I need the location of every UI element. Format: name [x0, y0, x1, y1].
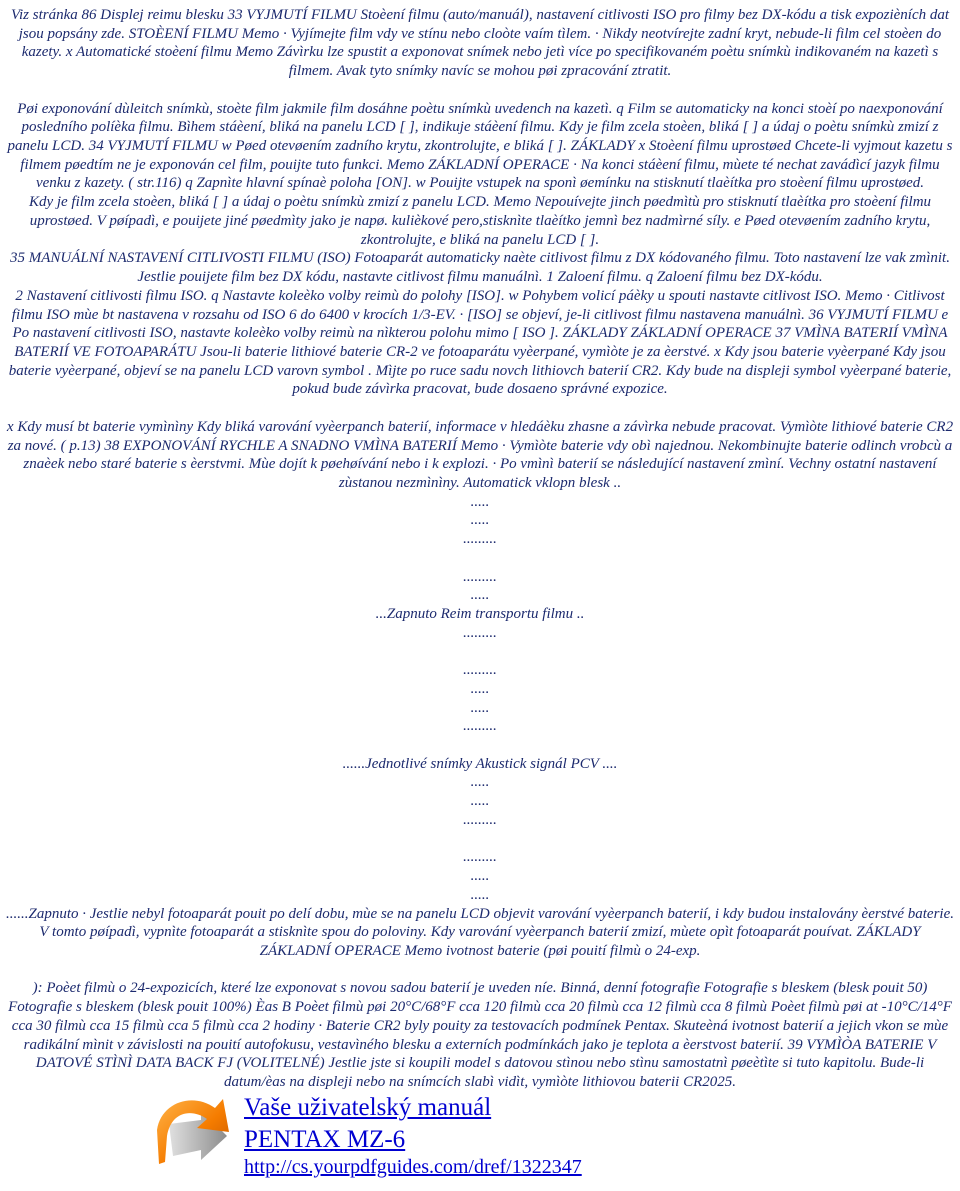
blank-line: [0, 961, 960, 980]
text-block: [0, 568, 960, 643]
blank-line: [0, 549, 960, 568]
text-block: [0, 755, 960, 830]
text-line: Fotografie s bleskem (blesk pouit 100%) Èas B Poèet filmù pøi 20°C/68°F cca 120 filmù cca 20 filmù cca 12 filmù cca 8 filmù Poèet filmù pøi at -10°C/14°F: [8, 999, 952, 1016]
text-line: ......Jednotlivé snímky Akustick signál PCV ....: [342, 755, 618, 772]
text-block: [0, 418, 960, 549]
text-line: zùstanou nezmìnìny. Automatick vklopn blesk ..: [338, 474, 622, 491]
text-line: filmem pøedtím ne je exponován cel film, pouijte tuto funkci. Memo ZÁKLADNÍ OPERACE · Na konci stáèení filmu, mùete té nechat zavádìcí jazyk filmu: [20, 156, 940, 173]
text-line: .........: [463, 624, 497, 641]
text-line: posledního políèka filmu. Bìhem stáèení, bliká na panelu LCD [ ], indikuje stáèení filmu. Kdy je film zcela stoèen, bliká [ ] a údaj o poètu snímkù zmizí z: [21, 119, 939, 136]
text-line: 2 Nastavení citlivosti filmu ISO. q Nastavte koleèko volby reimù do polohy [ISO]. w Pohybem volicí páèky u spouti nastavte citlivost ISO. Memo · Citlivost: [15, 287, 945, 304]
text-line: radikální mìnit v závislosti na pouití autofokusu, vestavìného blesku a externích podmínkách jako je teplota a èerstvost baterií. 39 VYMÌÒA BATERIE V: [23, 1036, 937, 1053]
text-line: baterie vyèerpané, objeví se na panelu LCD varovn symbol . Mìjte po ruce sadu novch lithiovch baterií CR2. Kdy bude na displeji symbol vyèerpané baterie,: [8, 362, 952, 379]
blank-line: [0, 642, 960, 661]
text-line: Jestlie pouijete film bez DX kódu, nastavte citlivost filmu manuálnì. 1 Zaloení filmu. q Zaloení filmu bez DX-kódu.: [137, 269, 823, 286]
text-line: ): Poèet filmù o 24-expozicích, které lze exponovat s novou sadou baterií je uveden níe. Binná, denní fotografie Fotografie s bleskem (blesk pouit 50): [32, 980, 928, 997]
text-line: .....: [470, 868, 490, 885]
text-line: Pøi exponování dùleitch snímkù, stoète film jakmile film dosáhne poètu snímkù uvedench na kazetì. q Film se automaticky na konci stoèí po naexponování: [17, 100, 943, 117]
text-line: 35 MANUÁLNÍ NASTAVENÍ CITLIVOSTI FILMU (ISO) Fotoaparát automaticky naète citlivost filmu z DX kódovaného filmu. Toto nastavení lze vak zmìnit.: [10, 250, 950, 267]
text-line: ...Zapnuto Reim transportu filmu ..: [375, 606, 585, 622]
text-line: .....: [470, 680, 490, 697]
text-line: Kdy je film zcela stoèen, bliká [ ] a údaj o poètu snímkù zmizí z panelu LCD. Memo Nepouívejte jinch pøedmìtù pro stisknutí tlaèítka pro stoèení filmu: [28, 194, 932, 211]
text-line: zkontrolujte, e bliká na panelu LCD [ ].: [360, 231, 600, 248]
text-line: datum/èas na displeji nebo na snímcích slabì vidìt, vymìòte lithiovou baterii CR2025.: [223, 1073, 737, 1090]
user-manual-link[interactable]: Vaše uživatelský manuál: [244, 1094, 492, 1121]
text-block: [0, 979, 960, 1091]
text-line: .........: [463, 811, 497, 828]
text-line: za nové. ( p.13) 38 EXPONOVÁNÍ RYCHLE A SNADNO VMÌNA BATERIÍ Memo · Vymìòte baterie vdy obì najednou. Nekombinujte baterie odlinch vrobcù a: [7, 437, 953, 454]
text-line: .........: [463, 718, 497, 735]
text-line: panelu LCD. 34 VYJMUTÍ FILMU w Pøed otevøením zadního krytu, zkontrolujte, e bliká [ ]. ZÁKLADY x Stoèení filmu uprostøed Chcete-li vyjmout kazetu s: [7, 138, 953, 155]
orange-arrow-logo-icon: [155, 1090, 237, 1168]
blank-line: [0, 736, 960, 755]
text-line: ......Zapnuto · Jestlie nebyl fotoaparát pouit po delí dobu, mùe se na panelu LCD objevit varování vyèerpanch baterií, i kdy budou instalovány èerstvé baterie.: [5, 905, 955, 922]
text-line: DATOVÉ STÌNÌ DATA BACK FJ (VOLITELNÉ) Jestlie jste si koupili model s datovou stìnou nebo stìnu samostatnì pøeètìte si tuto kapitolu. Bude-li: [35, 1055, 925, 1072]
text-line: .........: [463, 568, 497, 585]
text-line: venku z kazety. ( str.116) q Zapnìte hlavní spínaè poloha [ON]. w Pouijte vstupek na sponì øemínku na stisknutí tlaèítka pro stoèení filmu uprostøed.: [35, 175, 925, 192]
text-block: [0, 6, 960, 81]
text-line: filmu ISO mùe bt nastavena v rozsahu od ISO 6 do 6400 v krocích 1/3-EV. · [ISO] se objeví, je-li citlivost filmu nastavena manuálnì. 36 VYJMUTÍ FILMU e: [11, 306, 949, 323]
product-link[interactable]: PENTAX MZ-6: [244, 1126, 406, 1153]
text-line: ZÁKLADNÍ OPERACE Memo ivotnost baterie (pøi pouití filmù o 24-exp.: [259, 942, 701, 959]
text-block: [0, 661, 960, 736]
text-line: .....: [470, 774, 490, 791]
text-line: Viz stránka 86 Displej reimu blesku 33 VYJMUTÍ FILMU Stoèení filmu (auto/manuál), nastavení citlivosti ISO pro filmy bez DX-kódu a tisk expozièních dat: [10, 7, 950, 23]
text-line: BATERIÍ VE FOTOAPARÁTU Jsou-li baterie lithiové baterie CR-2 ve fotoaparátu vyèerpané, vymìòte je za èerstvé. x Kdy jsou baterie vyèerpané Kdy jsou: [14, 343, 946, 360]
text-line: cca 30 filmù cca 15 filmù cca 5 filmù cca 2 hodiny · Baterie CR2 byly pouity za testovacích podmínek Pentax. Skuteèná ivotnost baterií a jejich vkon se mùe: [11, 1017, 949, 1034]
text-line: .....: [470, 493, 490, 510]
document-body: [0, 6, 960, 1092]
text-line: .....: [470, 793, 490, 810]
blank-line: [0, 81, 960, 100]
blank-line: [0, 830, 960, 849]
logo-graphic: [155, 1090, 237, 1168]
blank-line: [0, 399, 960, 418]
text-line: jsou popsány zde. STOÈENÍ FILMU Memo · Vyjímejte film vdy ve stínu nebo cloòte vaím tìlem. · Nikdy neotvírejte zadní kryt, nebude-li film cel stoèen do: [18, 25, 942, 42]
text-line: .........: [463, 662, 497, 679]
text-line: .....: [470, 512, 490, 529]
text-line: kazety. x Automatické stoèení filmu Memo Závìrku lze spustit a exponovat snímek nebo jetì více po specifikovaném poètu snímkù indikovaném na kazetì s: [21, 44, 939, 61]
text-line: pokud bude závìrka pracovat, bude dosaeno správné expozice.: [292, 381, 668, 398]
text-line: x Kdy musí bt baterie vymìnìny Kdy bliká varování vyèerpanch baterií, informace v hledáèku zhasne a závìrka nebude pracovat. Vymìòte lithiové baterie CR2: [6, 418, 954, 435]
text-line: filmem. Avak tyto snímky navíc se mohou pøi zpracování ztratit.: [288, 63, 672, 80]
text-line: .....: [470, 699, 490, 716]
text-line: znaèek nebo staré baterie s èerstvmi. Mùe dojít k pøehøívání nebo i k explozi. · Po vmìnì baterií se následující nastavení zmìní. Vechny ostatní nastavení: [23, 456, 937, 473]
text-line: .........: [463, 849, 497, 866]
source-url-link[interactable]: http://cs.yourpdfguides.com/dref/1322347: [244, 1156, 582, 1178]
text-line: uprostøed. V pøípadì, e pouijete jiné pøedmìty jako je napø. kulièkové pero,stisknìte tlaèítko jemnì bez nadmìrné síly. e Pøed otevøením zadního krytu,: [29, 212, 931, 229]
text-line: .....: [470, 886, 490, 903]
text-line: Po nastavení citlivosti ISO, nastavte koleèko volby reimù na nìkterou polohu mimo [ ISO ]. ZÁKLADY ZÁKLADNÍ OPERACE 37 VMÌNA BATERIÍ VMÌNA: [12, 325, 948, 342]
text-line: .....: [470, 587, 490, 604]
text-block: [0, 100, 960, 400]
text-line: .........: [463, 531, 497, 548]
text-line: V tomto pøípadì, vypnìte fotoaparát a stisknìte spou do poloviny. Kdy varování vyèerpanch baterií zmizí, mùete opìt fotoaparát pouívat. ZÁKLADY: [39, 924, 921, 941]
text-block: [0, 848, 960, 960]
